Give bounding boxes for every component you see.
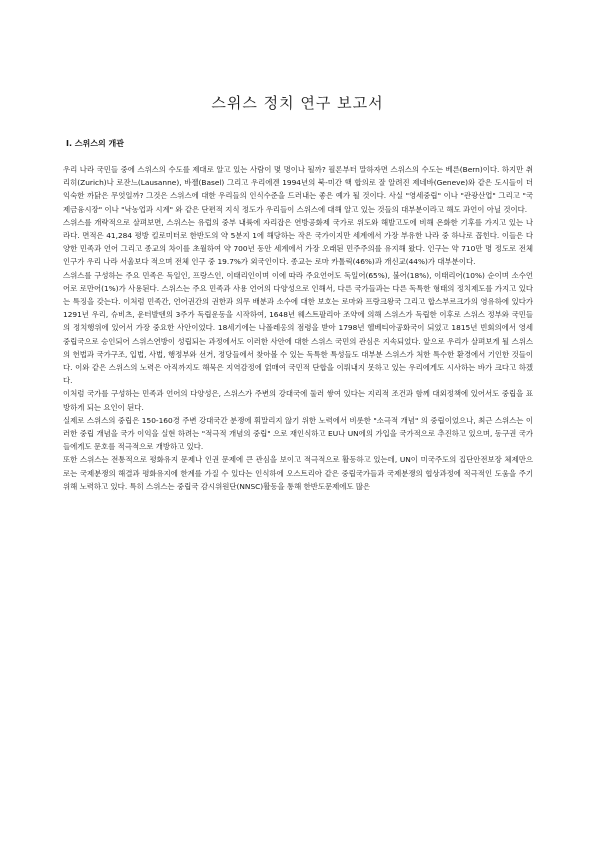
paragraph-1: 우리 나라 국민들 중에 스위스의 수도를 제대로 알고 있는 사람이 몇 명이나 될까? 필론부터 말하자면 스위스의 수도는 베른(Bern)이다. 하지만 취리히(Zurich)나 로잔느(Lausanne), 바젤(Basel) 그리고 우리에겐 1994년의 북-미간 핵 합의로 잘 알려진 제네바(Geneve)와 같은 도시들이 더 익숙한 까닭은 무엇일까? 그것은 스위스에 대한 우리들의 인식수준을 드러내는 좋은 예가 될 것이다. 사실 "영세중립" 이나 "관광산업" 그리고 "국제금융시장" 이나 "낙농업과 시계" 와 같은 단편적 지식 정도가 우리들이 스위스에 대해 알고 있는 것들의 대부분이라고 해도 과언이 아닐 것이다. [63,165,533,214]
section-heading: Ⅰ. 스위스의 개관 [66,139,124,148]
paragraph-6: 또한 스위스는 전통적으로 평화유지 문제나 인권 문제에 큰 관심을 보이고 적극적으로 활동하고 있는데, UN이 미국주도의 집단안전보장 체제만으로는 국제분쟁의 해결과 평화유지에 한계를 가질 수 있다는 인식하에 오스트리아 같은 중립국가들과 국제분쟁의 협상과정에 적극적인 도움을 주기 위해 노력하고 있다. 특히 스위스는 중립국 감시위원단(NNSC)활동을 통해 한반도문제에도 많은 [63,455,533,491]
document-title: 스위스 정치 연구 보고서 [211,94,384,112]
section-body [63,163,533,493]
paragraph-3: 스위스를 구성하는 주요 민족은 독일인, 프랑스인, 이태리인이며 이에 따라 주요언어도 독일어(65%), 불어(18%), 이태리어(10%) 순이며 소수언어로 로만어(1%)가 사용된다. 스위스는 주요 민족과 사용 언어의 다양성으로 인해서, 다른 국가들과는 다른 독특한 형태의 정치제도를 가지고 있다는 특징을 갖는다. 이처럼 민족간, 언어권간의 권한과 의무 배분과 소수에 대한 보호는 로마와 프랑크왕국 그리고 합스부르크가의 영유하에 있다가 1291년 우리, 슈비츠, 운터발덴의 3주가 독립운동을 시작하여, 1648년 웨스트팔리아 조약에 의해 스위스가 독립한 이후로 스위스 정부와 국민들의 정치행위에 있어서 가장 중요한 사안이었다. 18세기에는 나폴레옹의 점령을 받아 1798년 헬베티아공화국이 되었고 1815년 빈회의에서 영세중립국으로 승인되어 스위스연방이 성립되는 과정에서도 이러한 사안에 대한 스위스 국민의 관심은 지속되었다. 앞으로 우리가 살펴보게 될 스위스의 헌법과 국가구조, 입법, 사법, 행정부와 선거, 정당들에서 찾아볼 수 있는 독특한 특성들도 대부분 스위스가 처한 특수한 환경에서 기인한 것들이다. 이와 같은 스위스의 노력은 아직까지도 해묵은 지역감정에 얽매여 국민적 단합을 이뤄내지 못하고 있는 우리에게도 시사하는 바가 크다고 하겠다. [63,270,533,386]
paragraph-5: 실제로 스위스의 중립은 150-160경 주변 강대국간 분쟁에 휘말리지 않기 위한 노력에서 비롯한 "소극적 개념" 의 중립이었으나, 최근 스위스는 이러한 중립 개념을 국가 이익을 실현 하려는 "적극적 개념의 중립" 으로 재인식하고 EU나 UN에의 가입을 국가적으로 추진하고 있으며, 동구권 국가들에게도 문호를 적극적으로 개방하고 있다. [63,415,533,452]
paragraph-2: 스위스를 개략적으로 살펴보면, 스위스는 유럽의 중부 내륙에 자리잡은 연방공화제 국가로 위도와 해발고도에 비해 온화한 기후를 가지고 있는 나라다. 면적은 41,284 평방 킬로미터로 한반도의 약 5분지 1에 해당하는 작은 국가이지만 세계에서 가장 부유한 나라 중 하나로 꼽힌다. 이들은 다양한 민족과 언어 그리고 종교의 차이를 초월하여 약 700년 동안 세계에서 가장 오래된 민주주의를 유지해 왔다. 인구는 약 710만 명 정도로 전체 인구가 우리 나라 서울보다 적으며 전체 인구 중 19.7%가 외국인이다. 종교는 로마 카톨릭(46%)과 개신교(44%)가 대부분이다. [63,217,533,267]
paragraph-4: 이처럼 국가를 구성하는 민족과 언어의 다양성은, 스위스가 주변의 강대국에 둘러 쌓여 있다는 지리적 조건과 함께 대외정책에 있어서도 중립을 표방하게 되는 요인이 된다. [63,389,533,412]
